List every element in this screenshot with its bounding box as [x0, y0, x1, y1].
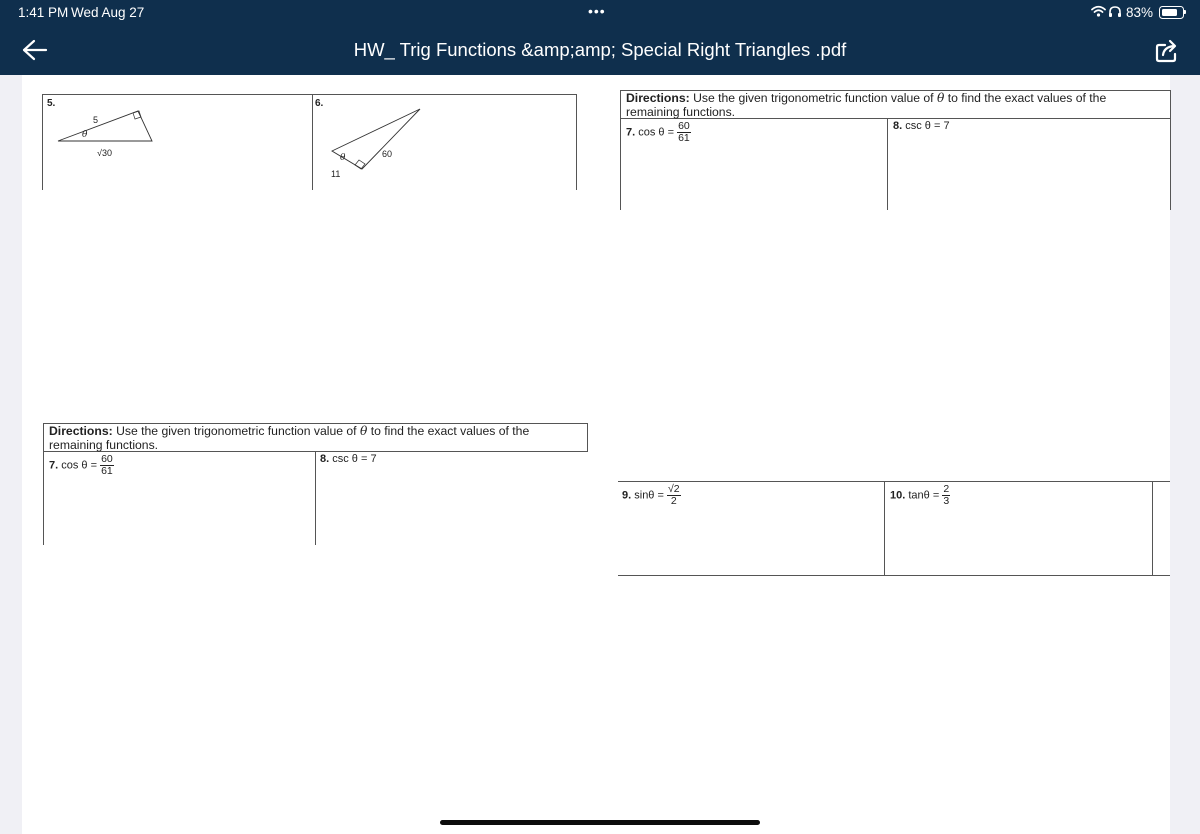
problem-8-number: 8. — [893, 120, 903, 132]
headphones-icon — [1108, 5, 1122, 18]
problem-6-number: 6. — [315, 98, 324, 109]
triangle-6-base-label: 11 — [331, 169, 341, 179]
problem-7-numerator-repeat: 60 — [101, 453, 113, 465]
problem-7-lhs-repeat: cos θ = — [61, 459, 98, 472]
problem-8-expr: csc θ = 7 — [905, 120, 950, 132]
problem-5-number: 5. — [47, 98, 56, 109]
problem-10-numerator: 2 — [943, 483, 950, 495]
problem-7-fraction — [677, 121, 691, 144]
directions-line-a-repeat: Use the given trigonometric function value of — [116, 424, 357, 438]
problem-9-denominator: 2 — [670, 495, 677, 507]
problem-8-number-repeat: 8. — [320, 453, 330, 465]
directions-label: Directions: — [626, 91, 690, 105]
triangle-6-hyp-label: 60 — [382, 149, 393, 159]
problem-8-expr-repeat: csc θ = 7 — [332, 453, 377, 465]
triangle-5-hyp-label: 5 — [93, 115, 99, 125]
battery-icon — [1159, 6, 1184, 19]
pdf-page[interactable] — [22, 75, 1170, 834]
problem-10-fraction — [942, 484, 950, 507]
status-date: Wed Aug 27 — [71, 5, 145, 20]
problem-10-number: 10. — [890, 489, 906, 502]
problem-9-numerator: √2 — [667, 483, 680, 495]
triangle-6-figure — [330, 107, 450, 177]
triangle-6-angle-label: θ — [340, 153, 346, 163]
multitasking-dots[interactable]: ••• — [588, 3, 606, 19]
directions-theta-repeat: θ — [359, 424, 368, 438]
problem-9 — [622, 484, 681, 507]
directions-line-a: Use the given trigonometric function value of — [693, 91, 934, 105]
problem-8-repeat — [320, 453, 377, 465]
problem-7-number-repeat: 7. — [49, 459, 59, 472]
directions-text-repeat — [49, 425, 584, 452]
problem-10-lhs: tanθ = — [908, 489, 940, 502]
directions-text — [626, 92, 1166, 119]
status-bar — [0, 0, 1200, 26]
directions-line-c: remaining functions. — [626, 104, 736, 119]
problem-7-denominator-repeat: 61 — [101, 465, 113, 477]
battery-percent: 83% — [1126, 5, 1154, 20]
directions-theta: θ — [936, 91, 945, 105]
home-indicator[interactable] — [440, 820, 760, 825]
problem-7-repeat — [49, 454, 114, 477]
triangle-5-base-label: √30 — [97, 148, 112, 158]
wifi-icon — [1091, 5, 1106, 17]
problem-7-number: 7. — [626, 126, 636, 139]
share-icon[interactable] — [1154, 38, 1182, 64]
problem-8 — [893, 120, 950, 132]
problem-7-numerator: 60 — [678, 120, 690, 132]
problem-9-number: 9. — [622, 489, 632, 502]
problem-9-lhs: sinθ = — [634, 489, 664, 502]
problem-7 — [626, 121, 691, 144]
top-bar — [0, 0, 1200, 75]
problem-10-denominator: 3 — [943, 495, 950, 507]
directions-line-c-repeat: remaining functions. — [49, 437, 159, 452]
status-time: 1:41 PM — [18, 5, 69, 20]
problem-10 — [890, 484, 950, 507]
triangle-5-angle-label: θ — [82, 130, 88, 140]
problem-7-fraction-repeat — [100, 454, 114, 477]
problem-7-lhs: cos θ = — [638, 126, 675, 139]
directions-line-b-repeat: to find the exact values of the — [370, 424, 530, 438]
problem-7-denominator: 61 — [678, 132, 690, 144]
problem-9-fraction — [667, 484, 681, 507]
document-title: HW_ Trig Functions &amp;amp; Special Right Triangles .pdf — [353, 39, 847, 60]
directions-line-b: to find the exact values of the — [947, 91, 1107, 105]
directions-label-repeat: Directions: — [49, 424, 113, 438]
